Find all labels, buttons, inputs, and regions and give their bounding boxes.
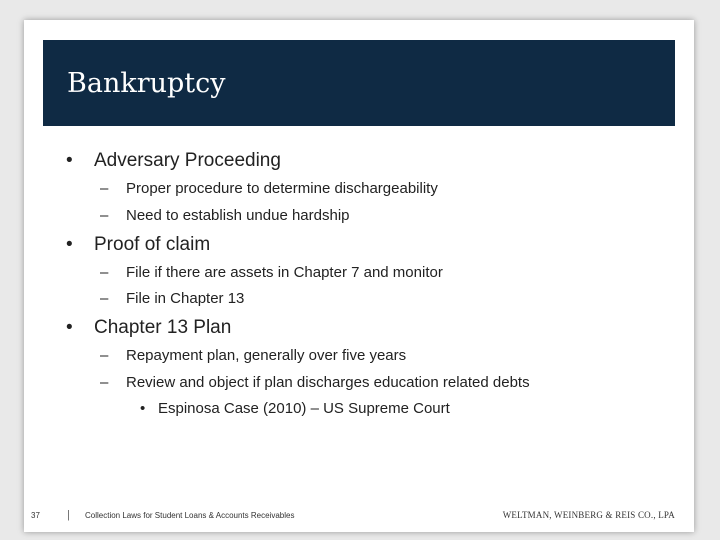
slide-footer [24, 508, 694, 524]
sub-bullet-text: File if there are assets in Chapter 7 and monitor [126, 264, 443, 281]
slide [24, 20, 694, 532]
sub-bullet [100, 373, 530, 393]
sub-sub-bullet [140, 399, 450, 419]
bullet-marker: • [66, 234, 73, 255]
bullet-marker: • [66, 317, 73, 338]
dash-marker: – [100, 207, 109, 224]
dash-marker: – [100, 180, 109, 197]
slide-title: Bankruptcy [67, 68, 226, 99]
page-number: 37 [31, 511, 40, 520]
bullet-adversary-proceeding [66, 149, 281, 173]
sub-bullet-text: Need to establish undue hardship [126, 207, 350, 224]
dash-marker: – [100, 347, 109, 364]
sub-bullet [100, 289, 244, 309]
course-title: Collection Laws for Student Loans & Accounts Receivables [85, 511, 295, 520]
sub-sub-bullet-text: Espinosa Case (2010) – US Supreme Court [158, 400, 450, 417]
dash-marker: – [100, 264, 109, 281]
sub-bullet [100, 346, 406, 366]
bullet-text: Chapter 13 Plan [94, 317, 232, 338]
bullet-proof-of-claim [66, 233, 210, 257]
dash-marker: – [100, 374, 109, 391]
dash-marker: – [100, 290, 109, 307]
footer-separator: | [67, 509, 70, 521]
sub-bullet-text: Proper procedure to determine dischargeability [126, 180, 438, 197]
bullet-text: Proof of claim [94, 234, 211, 255]
sub-bullet-text: File in Chapter 13 [126, 290, 245, 307]
sub-bullet-text: Repayment plan, generally over five years [126, 347, 407, 364]
firm-name: WELTMAN, WEINBERG & REIS CO., LPA [502, 510, 675, 520]
sub-bullet [100, 179, 438, 199]
bullet-text: Adversary Proceeding [94, 150, 281, 171]
bullet-marker: • [140, 400, 146, 417]
sub-bullet-text: Review and object if plan discharges education related debts [126, 374, 530, 391]
bullet-marker: • [66, 150, 73, 171]
bullet-chapter-13-plan [66, 316, 231, 340]
sub-bullet [100, 263, 443, 283]
slide-content [24, 20, 694, 490]
sub-bullet [100, 206, 350, 226]
